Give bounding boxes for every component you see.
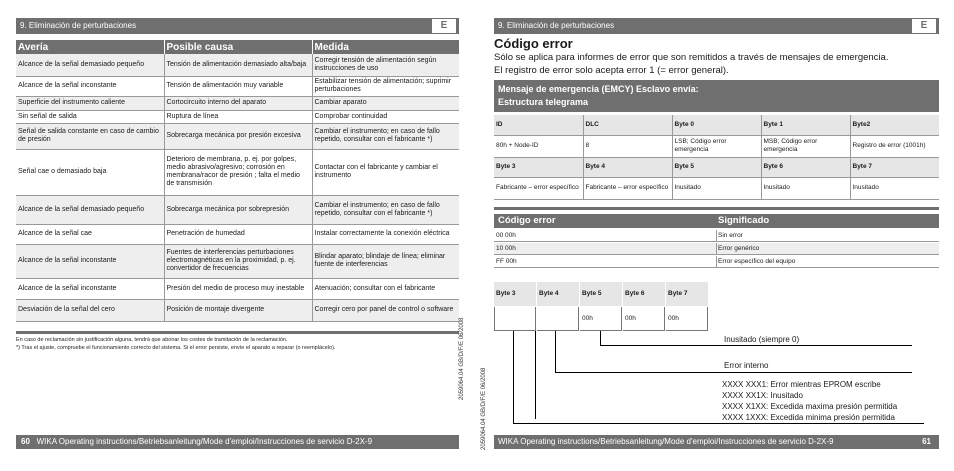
emcy-cell: Inusitado — [672, 177, 761, 199]
emcy-cell: DLC — [583, 115, 672, 135]
emcy-table — [494, 115, 939, 200]
connector-byte4-drop — [555, 331, 556, 373]
fault-cell-averia: Señal de salida constante en caso de cambio de presión — [16, 123, 164, 149]
fault-cell-averia: Alcance de la señal demasiado pequeño — [16, 54, 164, 76]
emcy-header-row — [494, 115, 939, 135]
connector-internal-line — [555, 372, 912, 373]
error-code-meaning: Error específico del equipo — [718, 258, 796, 265]
connector-bits-line — [513, 423, 924, 424]
fault-cell-averia: Alcance de la señal inconstante — [16, 278, 164, 299]
error-code-value: FF 00h — [496, 258, 517, 265]
intro-line-2: El registro de error solo acepta error 1 (= error general). — [494, 65, 729, 76]
fault-table-row — [16, 278, 459, 299]
emcy-table-end-rule — [494, 207, 939, 210]
emcy-cell: Byte 1 — [761, 115, 850, 135]
bit-2-description: XXXX XX1X: Inusitado — [722, 391, 803, 400]
fault-cell-causa: Tensión de alimentación muy variable — [164, 76, 312, 96]
fault-cell-causa: Tensión de alimentación demasiado alta/baja — [164, 54, 312, 76]
fault-table-row — [16, 224, 459, 244]
connector-byte5-drop — [600, 331, 601, 346]
left-section-header — [16, 18, 459, 34]
right-footer-text: WIKA Operating instructions/Betriebsanleitung/Mode d'emploi/Instrucciones de servicio D-2X-9 — [498, 437, 834, 446]
bit-3-description: XXXX X1XX: Excedida maxima presión permitida — [722, 402, 898, 411]
fault-table-row — [16, 96, 459, 110]
fault-cell-averia: Alcance de la señal cae — [16, 224, 164, 244]
byte-header-cell: Byte 7 — [666, 282, 708, 306]
fault-cell-averia: Alcance de la señal inconstante — [16, 244, 164, 278]
footnote-adjustment: *) Tras el ajuste, compruebe el funcionamiento correcto del sistema. Si el error persiste, envíe el aparato a reparar (o reemplácelo). — [16, 345, 336, 351]
emcy-cell: Byte 0 — [672, 115, 761, 135]
right-language-badge: E — [912, 19, 936, 33]
fault-cell-causa: Penetración de humedad — [164, 224, 312, 244]
emcy-cell: Registro de error (1001h) — [850, 135, 939, 157]
page-title: Código error — [494, 36, 573, 51]
fault-cell-causa: Fuentes de interferencias perturbaciones electromagnéticas en la proximidad, p. ej. convertidor de frecuencias — [164, 244, 312, 278]
fault-table-end-rule — [16, 331, 459, 334]
byte-header-cell: Byte 4 — [537, 282, 579, 306]
footnote-reclamation: En caso de reclamación sin justificación alguna, tendrá que abonar los costes de tramitación de la reclamación. — [16, 337, 288, 343]
meaning-col-header: Significado — [718, 215, 770, 226]
fault-table-row — [16, 149, 459, 195]
fault-table — [16, 40, 459, 322]
emcy-cell: Inusitado — [850, 177, 939, 199]
fault-cell-averia: Señal cae o demasiado baja — [16, 149, 164, 195]
error-code-row — [494, 256, 939, 268]
emcy-cell: Byte 7 — [850, 157, 939, 177]
emcy-header-row — [494, 157, 939, 177]
byte-value-cell: 00h — [623, 307, 665, 331]
fault-cell-causa: Sobrecarga mecánica por presión excesiva — [164, 123, 312, 149]
right-section-label: 9. Eliminación de perturbaciones — [498, 21, 615, 30]
fault-cell-averia: Alcance de la señal inconstante — [16, 76, 164, 96]
emcy-cell: 80h + Node-ID — [494, 135, 583, 157]
error-code-table-heading — [494, 214, 939, 228]
right-doc-code: 2059064.04 GB/D/F/E 06/2008 — [481, 367, 487, 450]
fault-table-row — [16, 54, 459, 76]
left-doc-code: 2059064.04 GB/D/F/E 06/2008 — [459, 317, 465, 400]
right-footer — [494, 435, 939, 449]
fault-cell-causa: Deterioro de membrana, p. ej. por golpes, medio abrasivo/agresivo; corrosión en membrana/racor de presión ; falta el medio de transmisión — [164, 149, 312, 195]
left-page-number: 60 — [21, 437, 30, 446]
fault-cell-medida: Cambiar el instrumento; en caso de fallo repetido, consultar con el fabricante *) — [312, 123, 459, 149]
fault-table-row — [16, 123, 459, 149]
byte-header-cell: Byte 6 — [623, 282, 665, 306]
error-code-row — [494, 230, 939, 242]
fault-table-row — [16, 299, 459, 321]
fault-cell-medida: Estabilizar tensión de alimentación; suprimir perturbaciones — [312, 76, 459, 96]
emcy-value-row — [494, 177, 939, 199]
emcy-cell: Byte 3 — [494, 157, 583, 177]
fault-table-row — [16, 244, 459, 278]
connector-unused-line — [600, 345, 912, 346]
right-page-number: 61 — [922, 437, 931, 446]
emcy-cell: 8 — [583, 135, 672, 157]
error-code-meaning: Sin error — [718, 232, 743, 239]
fault-cell-averia: Superficie del instrumento caliente — [16, 96, 164, 110]
fault-cell-medida: Cambiar aparato — [312, 96, 459, 110]
fault-cell-averia: Sin señal de salida — [16, 110, 164, 123]
emcy-value-row — [494, 135, 939, 157]
emcy-cell: MSB; Código error emergencia — [761, 135, 850, 157]
fault-cell-medida: Corregir tensión de alimentación según instrucciones de uso — [312, 54, 459, 76]
left-section-label: 9. Eliminación de perturbaciones — [20, 21, 137, 30]
emcy-cell: Byte 5 — [672, 157, 761, 177]
emcy-cell: Inusitado — [761, 177, 850, 199]
left-footer-text: WIKA Operating instructions/Betriebsanleitung/Mode d'emploi/Instrucciones de servicio D-2X-9 — [36, 437, 373, 446]
col-header-averia: Avería — [16, 40, 164, 54]
fault-cell-causa: Posición de montaje divergente — [164, 299, 312, 321]
emcy-cell: Fabricante – error específico — [494, 177, 583, 199]
byte-value-cell: 00h — [580, 307, 622, 331]
fault-cell-medida: Comprobar continuidad — [312, 110, 459, 123]
fault-table-header — [16, 40, 459, 54]
emcy-cell: Byte 6 — [761, 157, 850, 177]
byte-value-cell — [494, 307, 536, 331]
fault-cell-medida: Blindar aparato; blindaje de línea; eliminar fuente de interferencias — [312, 244, 459, 278]
byte-value-cell — [537, 307, 579, 331]
fault-cell-causa: Ruptura de línea — [164, 110, 312, 123]
emcy-cell: Fabricante – error específico — [583, 177, 672, 199]
fault-cell-causa: Cortocircuito interno del aparato — [164, 96, 312, 110]
connector-byte3-outer-drop — [513, 331, 514, 424]
intro-line-1: Sólo se aplica para informes de error que son remitidos a través de mensajes de emergencia. — [494, 52, 889, 63]
fault-table-row — [16, 76, 459, 96]
error-code-value: 00 00h — [496, 232, 516, 239]
emcy-cell: Byte2 — [850, 115, 939, 135]
connector-byte3-inner-drop — [535, 331, 536, 419]
right-section-header — [494, 18, 939, 34]
emcy-cell: Byte 4 — [583, 157, 672, 177]
left-language-badge: E — [432, 19, 456, 33]
byte-header-cell: Byte 3 — [494, 282, 536, 306]
fault-cell-averia: Desviación de la señal del cero — [16, 299, 164, 321]
byte-value-cell: 00h — [666, 307, 708, 331]
error-code-meaning: Error genérico — [718, 245, 760, 252]
label-internal-error: Error interno — [724, 361, 769, 370]
label-unused: Inusitado (siempre 0) — [724, 335, 800, 344]
fault-cell-medida: Corregir cero por panel de control o software — [312, 299, 459, 321]
fault-table-row — [16, 110, 459, 123]
left-footer — [16, 435, 459, 449]
emcy-cell: ID — [494, 115, 583, 135]
fault-cell-averia: Alcance de la señal demasiado pequeño — [16, 195, 164, 224]
emcy-heading-line-2: Estructura telegrama — [498, 97, 589, 107]
intro-text — [494, 51, 944, 77]
error-code-divider — [716, 243, 717, 255]
emcy-table-heading — [494, 80, 939, 112]
byte-header-cell: Byte 5 — [580, 282, 622, 306]
fault-cell-medida: Cambiar el instrumento; en caso de fallo repetido, consultar con el fabricante *) — [312, 195, 459, 224]
error-code-divider — [716, 256, 717, 268]
fault-cell-causa: Presión del medio de proceso muy inestable — [164, 278, 312, 299]
bit-1-description: XXXX XXX1: Error mientras EPROM escribe — [722, 380, 881, 389]
emcy-heading-line-1: Mensaje de emergencia (EMCY) Esclavo envía: — [498, 84, 699, 94]
fault-table-row — [16, 195, 459, 224]
error-code-divider — [716, 230, 717, 242]
error-code-col-header: Código error — [498, 215, 556, 226]
bit-4-description: XXXX 1XXX: Excedida minima presión permitida — [722, 413, 895, 422]
emcy-cell: LSB; Código error emergencia — [672, 135, 761, 157]
fault-cell-medida: Atenuación; consultar con el fabricante — [312, 278, 459, 299]
fault-cell-medida: Instalar correctamente la conexión eléctrica — [312, 224, 459, 244]
fault-cell-medida: Contactar con el fabricante y cambiar el instrumento — [312, 149, 459, 195]
right-page — [477, 0, 954, 471]
error-code-value: 10 00h — [496, 245, 516, 252]
fault-cell-causa: Sobrecarga mecánica por sobrepresión — [164, 195, 312, 224]
error-code-row — [494, 243, 939, 255]
col-header-causa: Posible causa — [164, 40, 312, 54]
col-header-medida: Medida — [312, 40, 459, 54]
